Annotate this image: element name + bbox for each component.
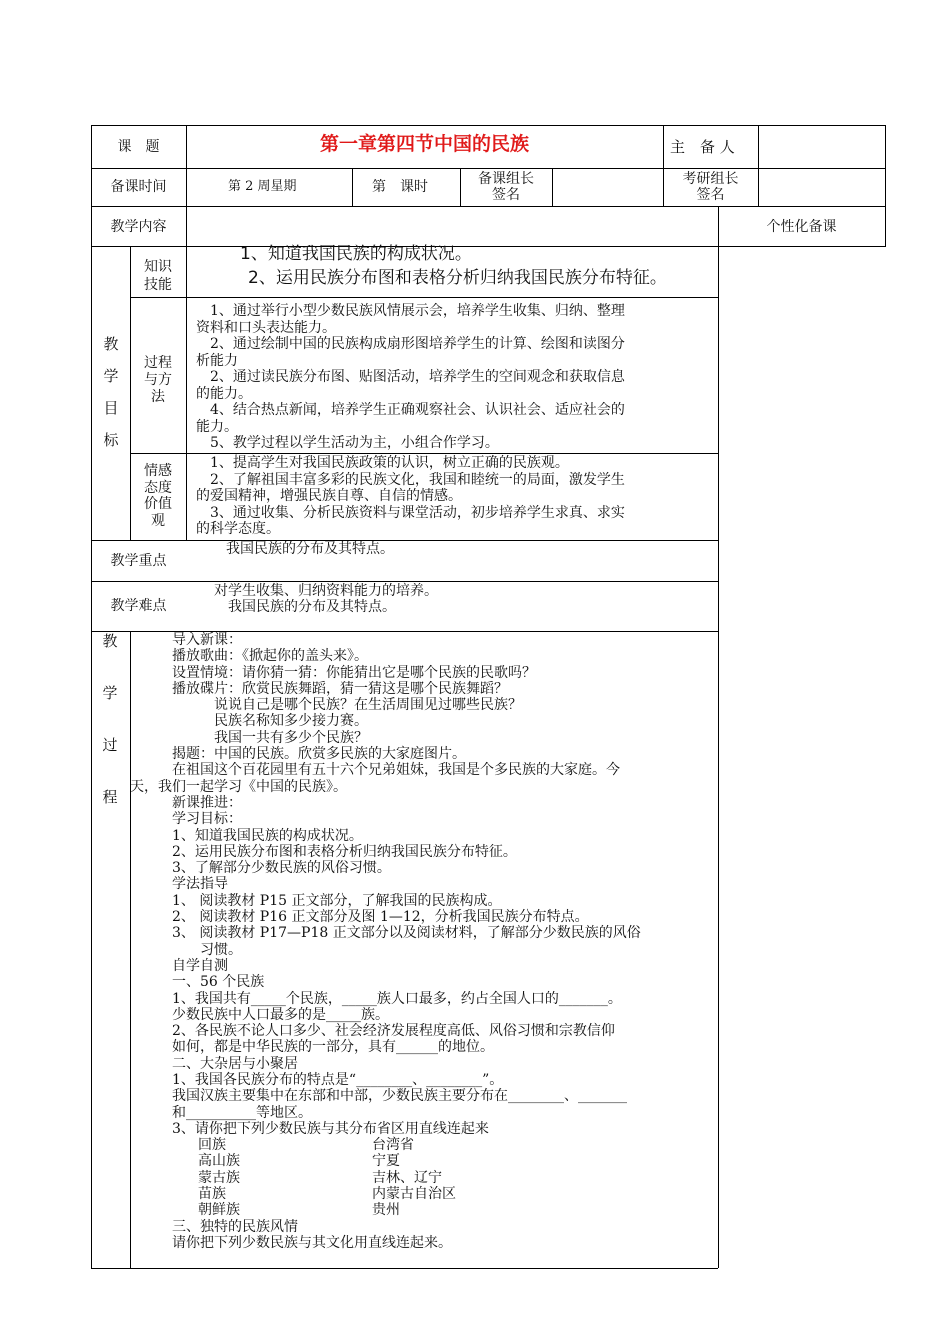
process-vertical-label: 教 学 过 程 [102, 632, 118, 806]
knowledge-line-2: 2、运用民族分布图和表格分析归纳我国民族分布特征。 [248, 268, 667, 288]
difficulties-label: 教学难点 [110, 598, 167, 614]
match-right-item[interactable]: 贵州 [372, 1202, 400, 1219]
personal-label: 个性化备课 [766, 219, 837, 235]
match-left-item[interactable]: 苗族 [198, 1185, 226, 1202]
match-right-item[interactable]: 宁夏 [372, 1153, 400, 1170]
preparer-label: 主 备 人 [670, 138, 735, 156]
match-right-item[interactable]: 内蒙古自治区 [372, 1185, 456, 1202]
objectives-vertical-label: 教 学 目 标 [103, 335, 119, 449]
process-body: 导入新课： 播放歌曲：《掀起你的盖头来》。 设置情境：请你猜一猜：你能猜出它是哪个民族的民歌吗？ 播放碟片：欣赏民族舞蹈，猜一猜这是哪个民族舞蹈？ 说说自己是哪个民族？在生活周围见过哪些民族？ 民族名称知多少接力赛。 我国一共有多少个民族？ 揭题：中国的民族。欣赏多民族的大家庭图片。 在祖国这个百花园里有五十六个兄弟姐妹，我国是个多民族的大家庭。今 天，我们一起学习《中国的民族》。 新课推进： 学习目标： 1、知道我国民族的构成状况。 2、运用民族分布图和表格分析归纳我国民族分布特征。 3、了解部分少数民族的风俗习惯。 学法指导 1、 阅读教材 P15 正文部分，了解我国的民族构成。 2、 阅读教材 P16 正文部分及图 1—12，分析我国民族分布特点。 3、 阅读教材 P17—P18 正文部分以及阅读材料，了解部分少数民族的风俗 习惯。 自学自测 一、56 个民族 1、我国共有_____个民族，_____族人口最多，约占全国人口的_______。 少数民族中人口最多的是_____族。 2、各民族不论人口多少、社会经济发展程度高低、风俗习惯和宗教信仰 如何，都是中华民族的一部分，具有______的地位。 二、大杂居与小聚居 1、我国各民族分布的特点是“________、________”。 我国汉族主要集中在东部和中部，少数民族主要分布在________、_______ 和__________等地区。 3、请你把下列少数民族与其分布省区用直线连起来 [130, 632, 641, 1137]
difficulties-line-2: 我国民族的分布及其特点。 [228, 599, 396, 615]
group-sign-label: 备课组长 签名 [478, 171, 534, 203]
fill-blank-question-2[interactable]: 如何，都是中华民族的一部分，具有______的地位。 [172, 1039, 494, 1056]
emotion-label: 情感 态度 价值 观 [144, 463, 172, 529]
difficulties-line-1: 对学生收集、归纳资料能力的培养。 [214, 583, 438, 599]
process-method-text: 1、通过举行小型少数民族风情展示会，培养学生收集、归纳、整理 资料和口头表达能力。 2、通过绘制中国的民族构成扇形图培养学生的计算、绘图和读图分 析能力 2、通过读民族分布图、贴图活动，培养学生的空间观念和获取信息 的能力。 4、结合热点新闻，培养学生正确观察社会、认识社会、适应社会的 能力。 5、教学过程以学生活动为主，小组合作学习。 [196, 303, 625, 451]
fill-blank-question-1[interactable]: 1、我国共有_____个民族，_____族人口最多，约占全国人口的_______。 [172, 990, 622, 1007]
knowledge-label: 知识 技能 [144, 259, 172, 293]
subject-label: 课 题 [117, 139, 160, 155]
lesson-title: 第一章第四节中国的民族 [319, 133, 529, 155]
fill-blank-question-1b[interactable]: 少数民族中人口最多的是_____族。 [172, 1006, 389, 1023]
process-method-label: 过程 与方 法 [144, 355, 172, 405]
match-right-column [372, 1137, 456, 1218]
key-points-label: 教学重点 [110, 553, 167, 569]
fill-blank-question-4[interactable]: 我国汉族主要集中在东部和中部，少数民族主要分布在________、_______ [172, 1088, 627, 1105]
key-points-text: 我国民族的分布及其特点。 [226, 541, 394, 557]
fill-blank-question-3[interactable]: 1、我国各民族分布的特点是“________、________”。 [172, 1072, 504, 1089]
prep-time-label: 备课时间 [110, 179, 167, 195]
content-label: 教学内容 [110, 219, 167, 235]
match-left-column [198, 1137, 240, 1218]
match-left-item[interactable]: 高山族 [198, 1153, 240, 1170]
week-text: 第 2 周星期 [228, 179, 297, 194]
research-sign-label: 考研组长 签名 [682, 171, 739, 203]
match-left-item[interactable]: 回族 [198, 1137, 226, 1153]
match-right-item[interactable]: 台湾省 [372, 1137, 414, 1153]
process-tail: 三、独特的民族风情 请你把下列少数民族与其文化用直线连起来。 [172, 1219, 452, 1252]
fill-blank-question-4b[interactable]: 和__________等地区。 [172, 1104, 312, 1121]
knowledge-line-1: 1、知道我国民族的构成状况。 [240, 244, 472, 264]
match-left-item[interactable]: 朝鲜族 [198, 1202, 240, 1219]
match-right-item[interactable]: 吉林、辽宁 [372, 1169, 442, 1186]
period-text: 第 课时 [372, 179, 428, 195]
match-left-item[interactable]: 蒙古族 [198, 1169, 240, 1186]
emotion-text: 1、提高学生对我国民族政策的认识，树立正确的民族观。 2、了解祖国丰富多彩的民族文化，我国和睦统一的局面，激发学生 的爱国精神，增强民族自尊、自信的情感。 3、通过收集、分析民族资料与课堂活动，初步培养学生求真、求实 的科学态度。 [196, 455, 625, 537]
